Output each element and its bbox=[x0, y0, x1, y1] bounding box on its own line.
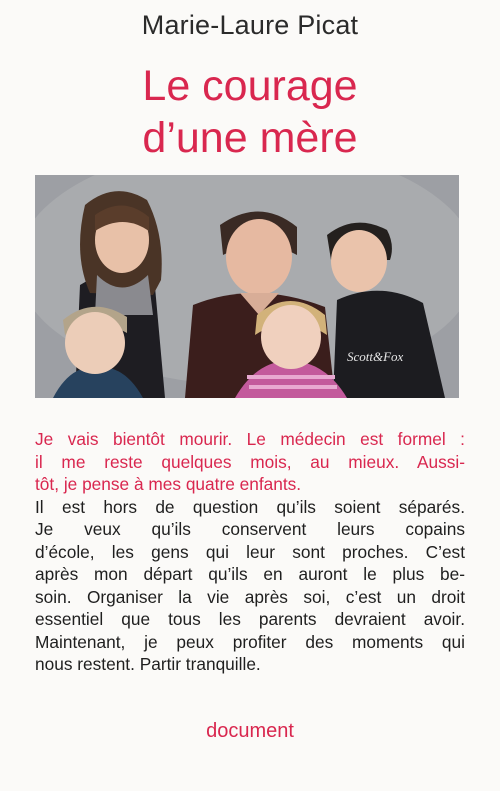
blurb-body-line: d’école, les gens qui leur sont proches. C’est bbox=[35, 541, 465, 562]
blurb-body-line: essentiel que tous les parents devraient avoir. bbox=[35, 609, 465, 629]
blurb-lead-line: Je vais bientôt mourir. Le médecin est formel : bbox=[35, 429, 465, 449]
blurb-body-line: soin. Organiser la vie après soi, c’est un droit bbox=[35, 586, 465, 607]
title-line-1: Le courage bbox=[142, 62, 358, 110]
author-name: Marie-Laure Picat bbox=[141, 10, 359, 40]
shirt-print: Scott&Fox bbox=[347, 349, 404, 364]
blurb-lead-line: tôt, je pense à mes quatre enfants. bbox=[35, 474, 302, 494]
blurb-body-line: Maintenant, je peux profiter des moments qui bbox=[35, 631, 465, 652]
title-line-2: d’une mère bbox=[142, 114, 358, 162]
blurb-body-paragraph bbox=[35, 496, 465, 676]
family-photo-illustration bbox=[35, 175, 459, 398]
family-photo bbox=[35, 175, 459, 398]
collection-label: document bbox=[206, 720, 294, 742]
book-title bbox=[0, 60, 500, 164]
blurb-lead-line: il me reste quelques mois, au mieux. Aussi- bbox=[35, 451, 465, 472]
blurb-body-line: Je veux qu’ils conservent leurs copains bbox=[35, 519, 465, 539]
back-cover-blurb bbox=[35, 428, 465, 676]
blurb-lead-paragraph bbox=[35, 428, 465, 496]
blurb-body-line: nous restent. Partir tranquille. bbox=[35, 654, 261, 674]
blurb-body-line: Il est hors de question qu’ils soient séparés. bbox=[35, 496, 465, 517]
blurb-body-line: après mon départ qu’ils en auront le plus be- bbox=[35, 564, 465, 584]
